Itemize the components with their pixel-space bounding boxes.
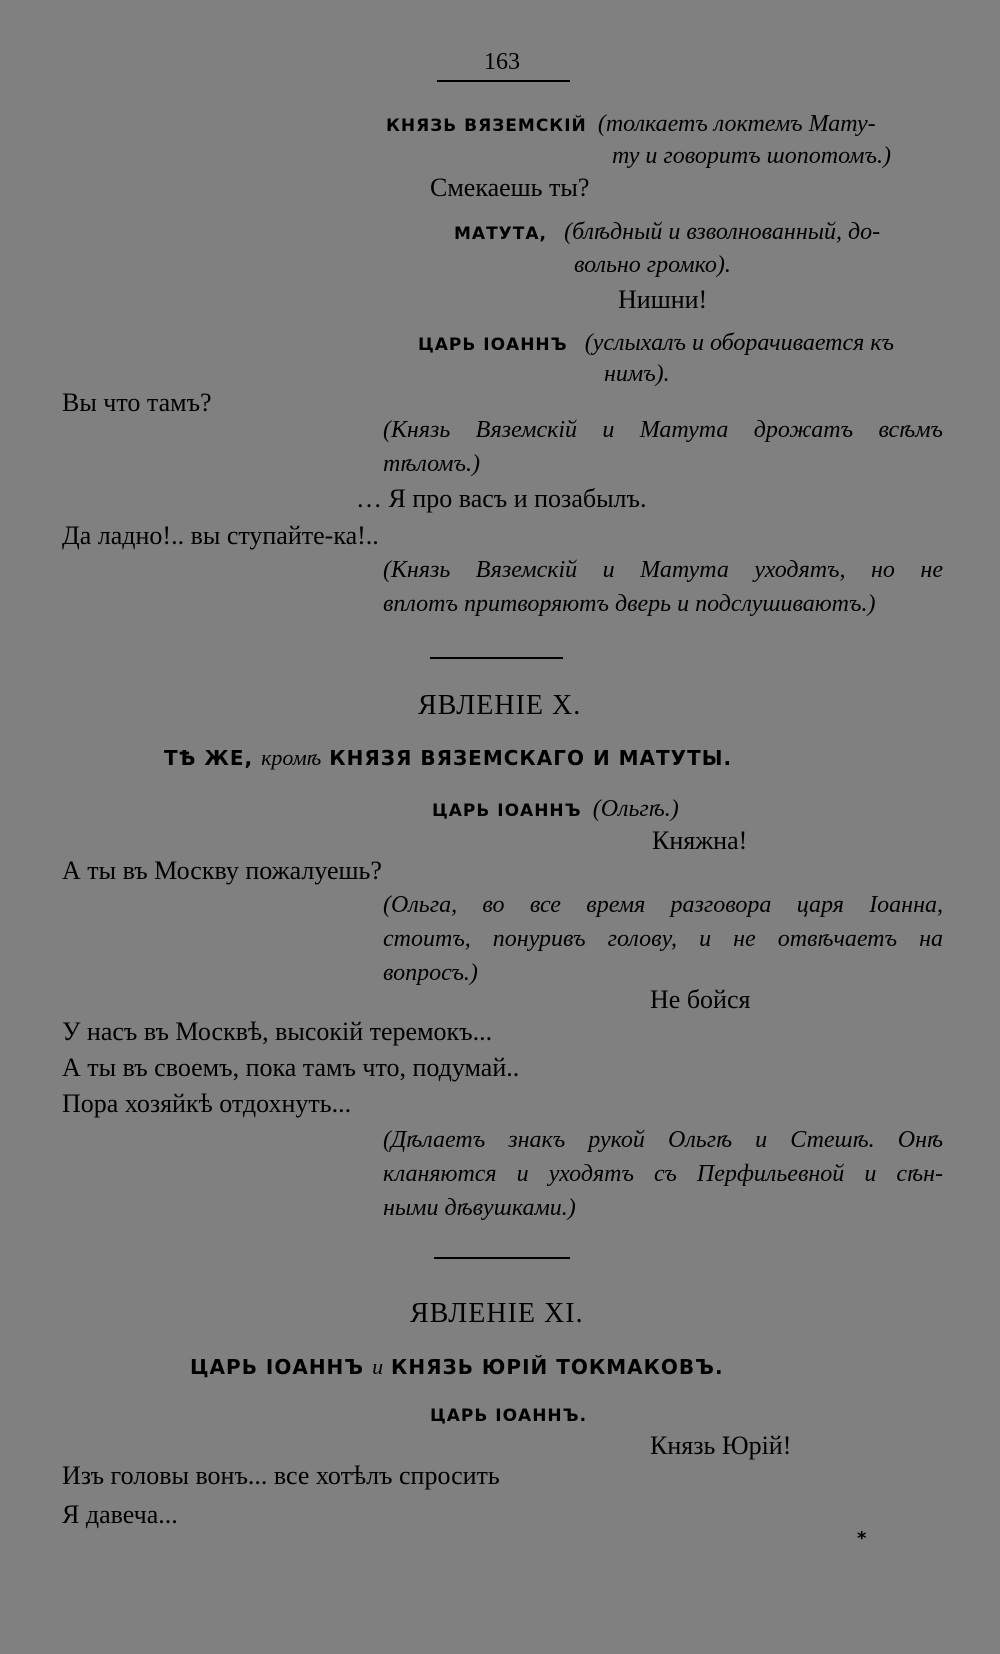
stage-direction-block [383,553,943,621]
speaker-heading-matuta [454,220,880,244]
speech-line: Князь Юрій! [650,1431,792,1460]
speech-line: Да ладно!.. вы ступайте-ка!.. [62,521,379,550]
speaker-heading-vyazemsky [386,112,876,136]
stage-direction: (блѣдный и взволнованный, до- [564,219,881,245]
stage-line: (Князь Вяземскій и Матута дрожатъ всѣмъ [383,417,943,443]
speech-line: Я давеча... [62,1500,178,1529]
stage-direction-continued: ту и говоритъ шопотомъ.) [612,143,891,169]
stage-direction: (толкаетъ локтемъ Мату- [597,111,876,137]
scene-cast [164,747,732,769]
scene-cast [190,1356,724,1378]
stage-direction-block [383,413,943,481]
speech-line: Нишни! [618,285,708,314]
stage-direction: (Ольгѣ.) [592,796,679,822]
stage-line: (Дѣлаетъ знакъ рукой Ольгѣ и Стешѣ. Онѣ [383,1127,943,1153]
stage-line: ными дѣвушками.) [383,1195,576,1221]
speaker-name: МАТУТА, [454,224,547,244]
speaker-heading-tsar [418,331,894,355]
cast-part: КНЯЗЬ ЮРІЙ ТОКМАКОВЪ. [391,1355,724,1379]
stage-line: вопросъ.) [383,960,478,986]
stage-line: вплотъ притворяютъ дверь и подслушиваютъ.) [383,591,876,617]
speech-line: А ты въ своемъ, пока тамъ что, подумай.. [62,1053,520,1082]
speaker-heading-tsar [432,797,679,821]
speaker-name: КНЯЗЬ ВЯЗЕМСКІЙ [386,116,587,136]
speech-line: Пора хозяйкѣ отдохнуть... [62,1089,352,1118]
stage-line: кланяются и уходятъ съ Перфильевной и сѣн- [383,1161,943,1187]
stage-direction: (услыхалъ и оборачивается къ [584,330,894,356]
stage-line: стоитъ, понуривъ голову, и не отвѣчаетъ на [383,926,943,952]
stage-line: (Князь Вяземскій и Матута уходятъ, но не [383,557,943,583]
speech-line: Не бойся [650,985,751,1014]
cast-connector: кромѣ [261,745,322,770]
speaker-name: ЦАРЬ ІОАННЪ. [430,1406,588,1426]
page-number-rule [437,80,570,82]
speech-line: Вы что тамъ? [62,388,212,417]
cast-connector: и [372,1354,384,1379]
speech-line: … Я про васъ и позабылъ. [356,484,647,513]
speech-line: Изъ головы вонъ... все хотѣлъ спросить [62,1461,500,1490]
speech-line: Княжна! [652,826,748,855]
cast-part: ЦАРЬ ІОАННЪ [190,1355,365,1379]
stage-direction-continued: вольно громко). [574,252,731,278]
scene-title: ЯВЛЕНІЕ XI. [410,1298,584,1329]
section-divider [430,657,563,659]
speech-line: Смекаешь ты? [430,173,590,202]
page-number: 163 [484,49,520,75]
stage-direction-block [383,888,943,990]
stage-line: тѣломъ.) [383,451,480,477]
speech-line: А ты въ Москву пожалуешь? [62,856,382,885]
scene-title: ЯВЛЕНІЕ X. [418,690,582,721]
signature-mark: * [857,1528,867,1549]
speech-line: У насъ въ Москвѣ, высокій теремокъ... [62,1017,493,1046]
speaker-name: ЦАРЬ ІОАННЪ [432,801,582,821]
stage-direction-continued: нимъ). [604,361,670,387]
section-divider [434,1257,570,1259]
stage-direction-block [383,1123,943,1225]
stage-line: (Ольга, во все время разговора царя Іоанна, [383,892,943,918]
cast-part: ТѢ ЖЕ, [164,746,254,770]
cast-part: КНЯЗЯ ВЯЗЕМСКАГО И МАТУТЫ. [329,746,733,770]
speaker-name: ЦАРЬ ІОАННЪ [418,335,568,355]
